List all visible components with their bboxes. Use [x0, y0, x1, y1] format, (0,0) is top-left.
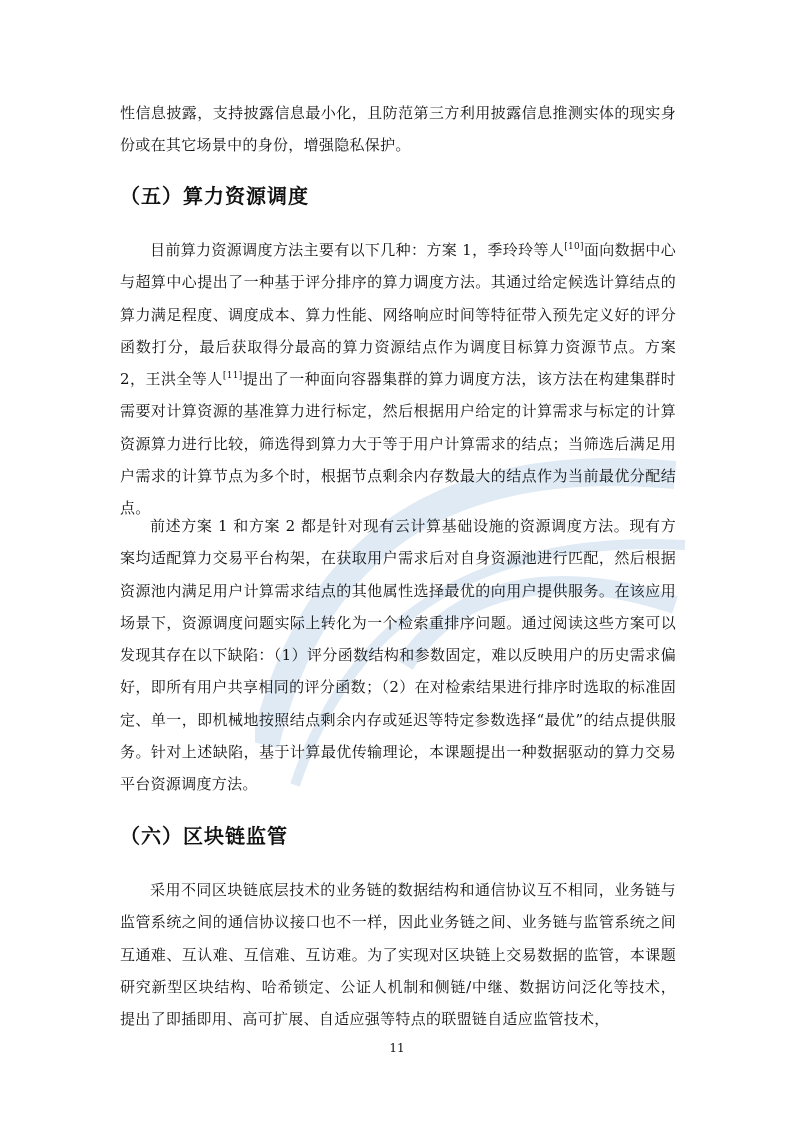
paragraph-compute-scheduling-2: 前述方案 1 和方案 2 都是针对现有云计算基础设施的资源调度方法。现有方案均适配算力交易平台构架，在获取用户需求后对自身资源池进行匹配，然后根据资源池内满足用户计算需求结点的其他属性选择最优的向用户提供服务。在该应用场景下，资源调度问题实际上转化为一个检索重排序问题。通过阅读这些方案可以发现其存在以下缺陷：（1）评分函数结构和参数固定，难以反映用户的历史需求偏好，即所有用户共享相同的评分函数；（2）在对检索结果进行排序时选取的标准固定、单一，即机械地按照结点剩余内存或延迟等特定参数选择“最优”的结点提供服务。针对上述缺陷，基于计算最优传输理论，本课题提出一种数据驱动的算力交易平台资源调度方法。 — [120, 517, 676, 794]
citation-11: [11] — [222, 371, 243, 382]
section-heading-6: （六）区块链监管 — [120, 824, 288, 848]
section-heading-5: （五）算力资源调度 — [120, 184, 309, 208]
page-number: 11 — [389, 1041, 405, 1055]
paragraph-continued: 性信息披露，支持披露信息最小化，且防范第三方利用披露信息推测实体的现实身份或在其它场景中的身份，增强隐私保护。 — [120, 104, 676, 155]
citation-10: [10] — [564, 242, 584, 252]
para-text: 提出了一种面向容器集群的算力调度方法，该方法在构建集群时需要对计算资源的基准算力进行标定，然后根据用户给定的计算需求与标定的计算资源算力进行比较，筛选得到算力大于等于用户计算需求的结点；当筛选后满足用户需求的计算节点为多个时，根据节点剩余内存数最大的结点作为当前最优分配结点。 — [120, 370, 676, 518]
paragraph-blockchain-regulation: 采用不同区块链底层技术的业务链的数据结构和通信协议互不相同，业务链与监管系统之间的通信协议接口也不一样，因此业务链之间、业务链与监管系统之间互通难、互认难、互信难、互访难。为了实现对区块链上交易数据的监管，本课题研究新型区块结构、哈希锁定、公证人机制和侧链/中继、数据访问泛化等技术，提出了即插即用、高可扩展、自适应强等特点的联盟链自适应监管技术， — [120, 881, 676, 1029]
para-text: 目前算力资源调度方法主要有以下几种：方案 1，季玲玲等人 — [150, 241, 565, 259]
paragraph-compute-scheduling-1 — [120, 234, 676, 525]
para-text: 面向数据中心与超算中心提出了一种基于评分排序的算力调度方法。其通过给定候选计算结点的算力满足程度、调度成本、算力性能、网络响应时间等特征带入预先定义好的评分函数打分，最后获取得分最高的算力资源结点作为调度目标算力资源节点。方案 2，王洪全等人 — [120, 241, 676, 389]
